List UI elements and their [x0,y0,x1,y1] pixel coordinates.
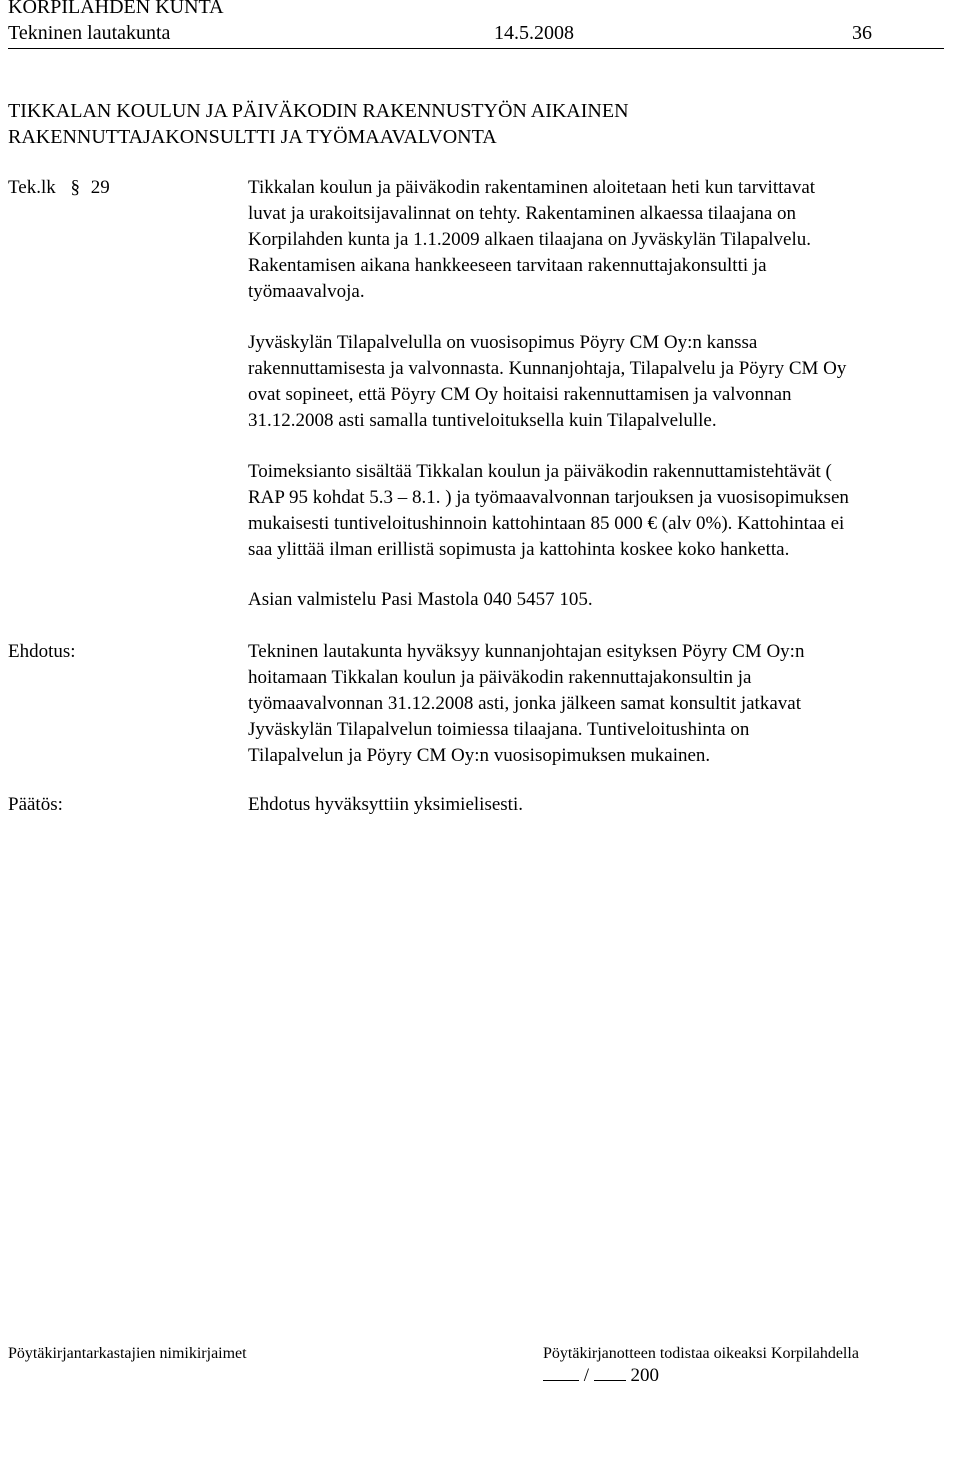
header-rule [8,48,944,49]
proposal-line: työmaavalvonnan 31.12.2008 asti, jonka jälkeen samat konsultit jatkavat [248,693,801,714]
proposal-line: Tilapalvelun ja Pöyry CM Oy:n vuosisopimuksen mukainen. [248,745,711,766]
decision-text-block [248,792,948,818]
decision-text: Ehdotus hyväksyttiin yksimielisesti. [248,794,523,815]
section-ref-label: Tek.lk [8,177,56,198]
footer-date-blank [543,1362,659,1389]
paragraph-line: Korpilahden kunta ja 1.1.2009 alkaen tilaajana on Jyväskylän Tilapalvelu. [248,229,812,250]
paragraph-1 [248,175,948,305]
proposal-line: hoitamaan Tikkalan koulun ja päiväkodin rakennuttajakonsultin ja [248,667,752,688]
preparer-line: Asian valmistelu Pasi Mastola 040 5457 105. [248,589,593,610]
decision-label: Päätös: [8,794,63,815]
paragraph-line: saa ylittää ilman erillistä sopimusta ja kattohinta koskee koko hanketta. [248,539,790,560]
date-slash: / [583,1365,590,1386]
paragraph-line: työmaavalvoja. [248,281,365,302]
section-symbol: § [70,177,80,198]
paragraph-line: ovat sopineet, että Pöyry CM Oy hoitaisi rakennuttamisen ja valvonnan [248,384,792,405]
meeting-date: 14.5.2008 [494,22,574,44]
day-blank [543,1362,579,1381]
footer-right: Pöytäkirjanotteen todistaa oikeaksi Korpilahdella [543,1345,859,1362]
proposal-text [248,639,948,769]
date-year: 200 [630,1365,660,1386]
paragraph-2 [248,330,948,434]
paragraph-4 [248,587,948,613]
org-name: KORPILAHDEN KUNTA [8,0,224,18]
paragraph-line: rakennuttamisesta ja valvonnasta. Kunnanjohtaja, Tilapalvelu ja Pöyry CM Oy [248,358,847,379]
paragraph-line: luvat ja urakoitsijavalinnat on tehty. Rakentaminen alkaessa tilaajana on [248,203,797,224]
page-number: 36 [852,22,872,44]
proposal-line: Jyväskylän Tilapalvelun toimiessa tilaajana. Tuntiveloitushinta on [248,719,750,740]
paragraph-line: mukaisesti tuntiveloitushinnoin kattohintaan 85 000 € (alv 0%). Kattohintaa ei [248,513,845,534]
section-number: 29 [90,177,110,198]
paragraph-line: RAP 95 kohdat 5.3 – 8.1. ) ja työmaavalvonnan tarjouksen ja vuosisopimuksen [248,487,849,508]
paragraph-line: Jyväskylän Tilapalvelulla on vuosisopimus Pöyry CM Oy:n kanssa [248,332,758,353]
paragraph-3 [248,459,948,563]
paragraph-line: 31.12.2008 asti samalla tuntiveloituksella kuin Tilapalvelulle. [248,410,717,431]
section-ref [8,175,110,201]
board-name: Tekninen lautakunta [8,22,171,44]
title-line-1: TIKKALAN KOULUN JA PÄIVÄKODIN RAKENNUSTYÖN AIKAINEN [8,100,629,122]
paragraph-line: Tikkalan koulun ja päiväkodin rakentaminen aloitetaan heti kun tarvittavat [248,177,816,198]
paragraph-line: Rakentamisen aikana hankkeeseen tarvitaan rakennuttajakonsultti ja [248,255,767,276]
paragraph-line: Toimeksianto sisältää Tikkalan koulun ja päiväkodin rakennuttamistehtävät ( [248,461,832,482]
proposal-label: Ehdotus: [8,641,76,662]
proposal-line: Tekninen lautakunta hyväksyy kunnanjohtajan esityksen Pöyry CM Oy:n [248,641,805,662]
month-blank [594,1362,626,1381]
title-line-2: RAKENNUTTAJAKONSULTTI JA TYÖMAAVALVONTA [8,126,497,148]
footer-left: Pöytäkirjantarkastajien nimikirjaimet [8,1345,247,1362]
